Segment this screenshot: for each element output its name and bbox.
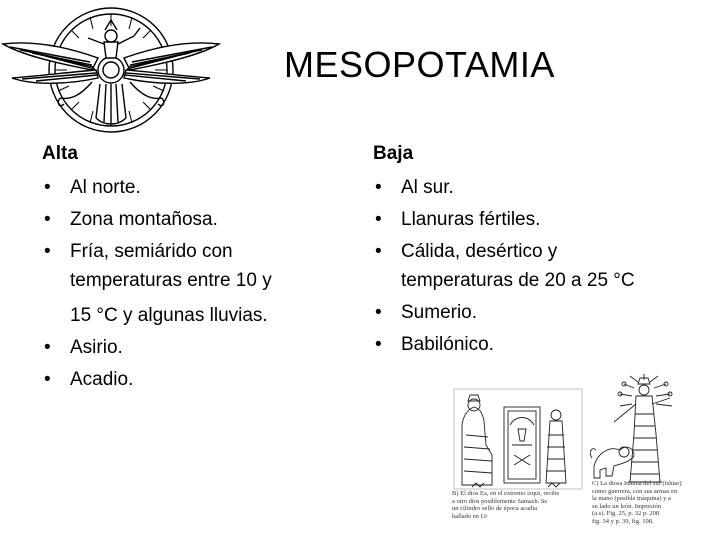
baja-bullet-list — [373, 172, 693, 361]
list-item: • Al sur. — [373, 172, 693, 204]
list-item: • Cálida, desértico y temperaturas de 20 a 25 °C — [373, 236, 693, 297]
left-figure-caption: B) El dios Ea, en el extremo izqui, recibe a otro dios posiblemente Samash. Se un cilindro sello de época acadia hallado en Ur — [452, 490, 560, 520]
ea-seal-drawing-icon — [452, 385, 584, 497]
list-item: • Fría, semiárido con temperaturas entre 10 y 15 °C y algunas lluvias. — [42, 236, 332, 332]
list-item: • Asirio. — [42, 332, 332, 364]
list-item: • Al norte. — [42, 172, 332, 204]
list-item: • Sumerio. — [373, 297, 693, 329]
right-figure-caption: C) La diosa Inanna del sur (Ishtar) como guerrera, con sus armas en la mano (posible máquina) y a su lado un león. Impresión (a.s). Fig. 25, p. 32 p. 208 fig. 34 y p. 39, fig. 108. — [592, 480, 682, 525]
slide-title: MESOPOTAMIA — [284, 44, 555, 85]
column-heading-alta: Alta — [42, 143, 78, 164]
list-item: • Zona montañosa. — [42, 204, 332, 236]
list-item: • Babilónico. — [373, 329, 693, 361]
column-heading-baja: Baja — [373, 143, 414, 164]
inanna-ishtar-drawing-icon — [590, 374, 700, 486]
winged-sun-emblem-icon — [0, 0, 222, 150]
list-item: • Acadio. — [42, 364, 332, 396]
alta-bullet-list — [42, 172, 332, 396]
list-item: • Llanuras fértiles. — [373, 204, 693, 236]
